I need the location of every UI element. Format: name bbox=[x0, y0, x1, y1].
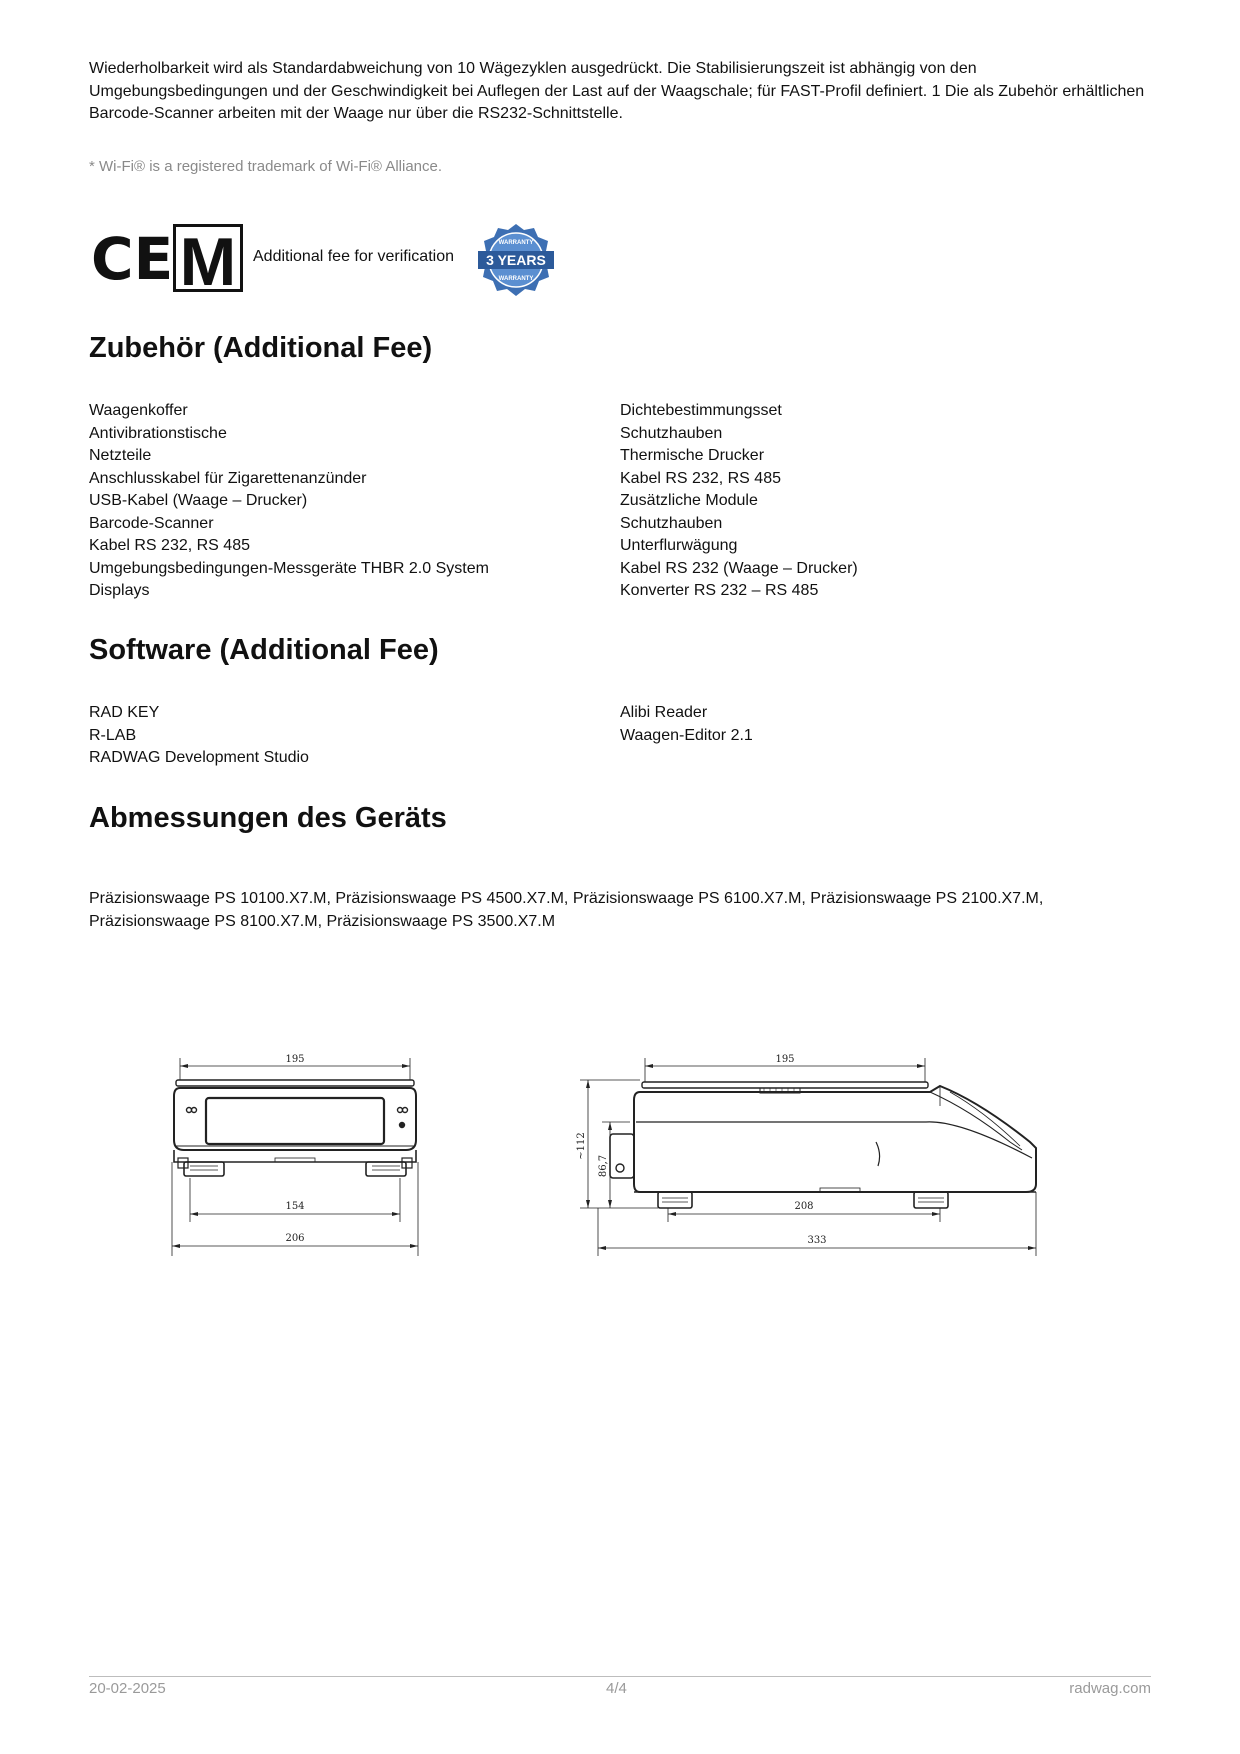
front-view bbox=[172, 1054, 418, 1256]
list-item: Alibi Reader bbox=[620, 704, 708, 721]
list-item: Anschlusskabel für Zigarettenanzünder bbox=[89, 469, 367, 487]
front-overall-width-label: 206 bbox=[285, 1233, 305, 1244]
dimensions-heading: Abmessungen des Geräts bbox=[89, 802, 447, 834]
list-item: Thermische Drucker bbox=[620, 447, 765, 464]
software-list-right bbox=[620, 702, 753, 747]
software-list-left bbox=[89, 702, 309, 770]
front-feet-spacing-label: 154 bbox=[285, 1201, 305, 1212]
side-body-height-label: 86,7 bbox=[598, 1154, 609, 1178]
list-item: Konverter RS 232 – RS 485 bbox=[620, 582, 819, 599]
list-item: Dichtebestimmungsset bbox=[620, 402, 782, 419]
list-item: Kabel RS 232, RS 485 bbox=[620, 469, 781, 487]
list-item: Barcode-Scanner bbox=[89, 514, 214, 532]
software-heading: Software (Additional Fee) bbox=[89, 634, 439, 666]
list-item: R-LAB bbox=[89, 726, 137, 744]
side-overall-depth-label: 333 bbox=[807, 1235, 827, 1246]
metrology-m-icon bbox=[173, 224, 243, 300]
side-top-width-label: 195 bbox=[775, 1054, 795, 1065]
list-item: Unterflurwägung bbox=[620, 537, 738, 554]
list-item: Zusätzliche Module bbox=[620, 492, 758, 509]
warranty-bottom-text: WARRANTY bbox=[498, 276, 534, 282]
list-item: Schutzhauben bbox=[620, 514, 723, 532]
footer-page-number: 4/4 bbox=[606, 1680, 627, 1697]
list-item: Kabel RS 232, RS 485 bbox=[89, 537, 250, 554]
list-item: Waagen-Editor 2.1 bbox=[620, 726, 753, 744]
warranty-years-text: 3 YEARS bbox=[486, 252, 546, 268]
warranty-badge-icon bbox=[477, 222, 555, 300]
warranty-top-text: WARRANTY bbox=[498, 240, 534, 246]
list-item: Antivibrationstische bbox=[89, 424, 227, 442]
list-item: Kabel RS 232 (Waage – Drucker) bbox=[620, 559, 858, 577]
list-item: Umgebungsbedingungen-Messgeräte THBR 2.0 System bbox=[89, 559, 489, 577]
side-view bbox=[576, 1054, 1036, 1256]
list-item: Displays bbox=[89, 582, 150, 599]
list-item: RAD KEY bbox=[89, 704, 160, 721]
certification-badges bbox=[89, 222, 689, 300]
list-item: Netzteile bbox=[89, 447, 152, 464]
list-item: Waagenkoffer bbox=[89, 402, 188, 419]
footer-divider bbox=[89, 1676, 1151, 1677]
accessories-heading: Zubehör (Additional Fee) bbox=[89, 332, 433, 364]
m-logo-text: M bbox=[179, 224, 237, 300]
accessories-list-right bbox=[620, 400, 858, 603]
ce-mark-icon bbox=[91, 225, 174, 293]
front-top-width-label: 195 bbox=[285, 1054, 305, 1065]
verification-fee-text: Additional fee for verification bbox=[253, 248, 454, 265]
side-overall-height-label: ~112 bbox=[576, 1132, 587, 1160]
footer-website-link[interactable]: radwag.com bbox=[1069, 1680, 1151, 1697]
footer-date: 20-02-2025 bbox=[89, 1680, 166, 1697]
list-item: Schutzhauben bbox=[620, 424, 723, 442]
list-item: USB-Kabel (Waage – Drucker) bbox=[89, 492, 308, 509]
intro-paragraph: Wiederholbarkeit wird als Standardabweichung von 10 Wägezyklen ausgedrückt. Die Stabilisierungszeit ist abhängig von den Umgebungsbedingungen und der Geschwindigkeit bei Auflegen der Last auf der Waagschale; für FAST-Profil definiert. 1 Die als Zubehör erhältlichen Barcode-Scanner arbeiten mit der Waage nur über die RS232-Schnittstelle. bbox=[89, 60, 1145, 122]
ce-logo-text: CE bbox=[91, 225, 174, 293]
list-item: RADWAG Development Studio bbox=[89, 749, 309, 766]
accessories-list-left bbox=[89, 400, 489, 603]
wifi-trademark-footnote: * Wi-Fi® is a registered trademark of Wi-Fi® Alliance. bbox=[89, 158, 443, 175]
side-feet-spacing-label: 208 bbox=[794, 1201, 814, 1212]
model-list: Präzisionswaage PS 10100.X7.M, Präzisionswaage PS 4500.X7.M, Präzisionswaage PS 6100.X7.M, Präzisionswaage PS 2100.X7.M, Präzisionswaage PS 8100.X7.M, Präzisionswaage PS 3500.X7.M bbox=[89, 890, 1044, 930]
dimension-drawing bbox=[170, 1050, 1090, 1350]
